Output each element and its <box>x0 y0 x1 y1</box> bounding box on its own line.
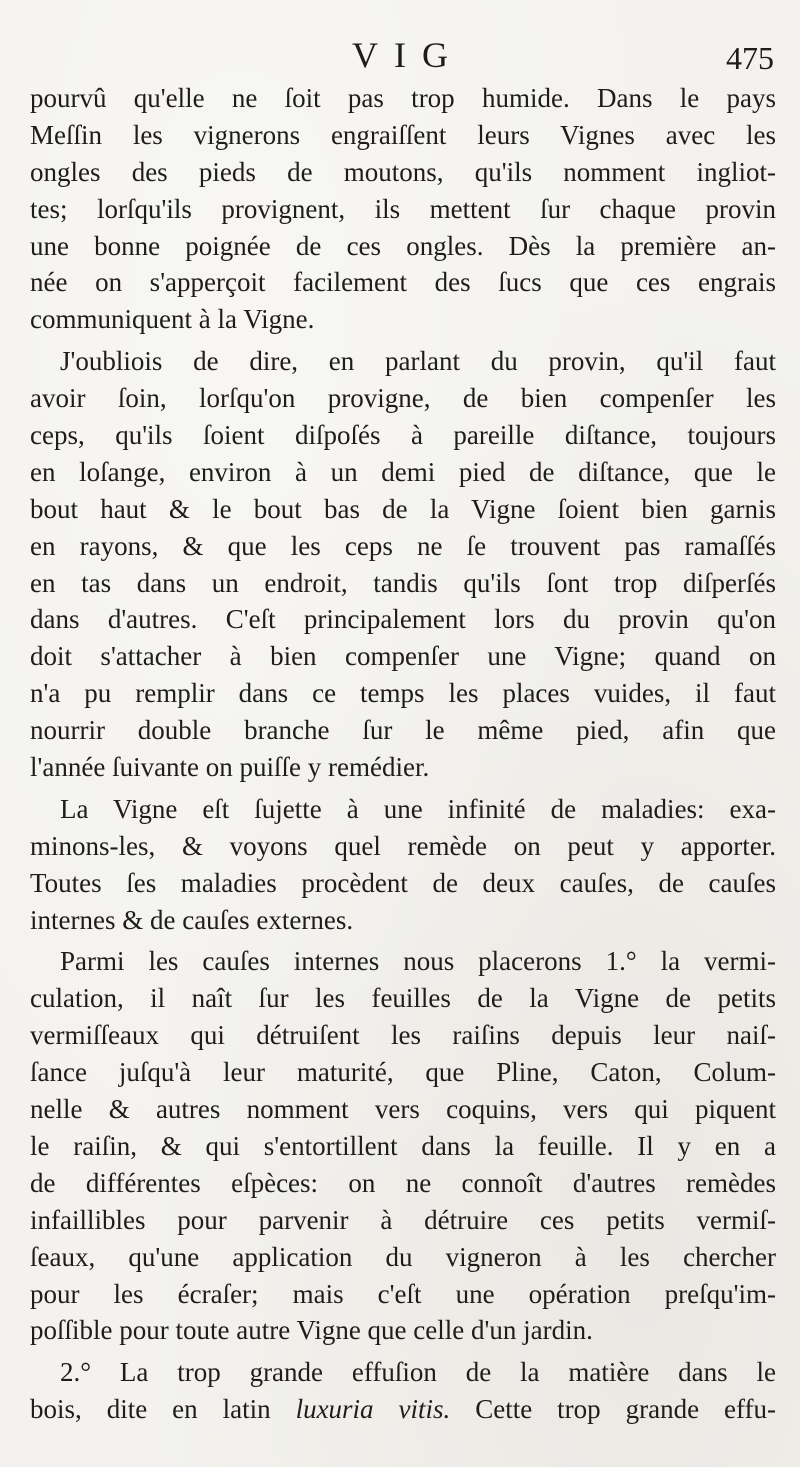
text-line: doit s'attacher à bien compenſer une Vigne; quand on <box>30 641 776 672</box>
paragraph <box>30 943 776 1349</box>
page-header <box>0 30 800 80</box>
latin-phrase: luxuria vitis. <box>295 1394 451 1425</box>
text-segment: Cette trop grande effu- <box>475 1394 777 1425</box>
text-line: avoir ſoin, lorſqu'on provigne, de bien compenſer les <box>30 383 776 414</box>
text-line: nourrir double branche ſur le même pied, afin que <box>30 715 776 746</box>
text-line: bout haut & le bout bas de la Vigne ſoient bien garnis <box>30 493 776 524</box>
text-line: ongles des pieds de moutons, qu'ils nomment ingliot- <box>30 156 776 187</box>
text-line: infaillibles pour parvenir à détruire ces petits vermiſ- <box>30 1204 776 1235</box>
text-line: dans d'autres. C'eſt principalement lors du provin qu'on <box>30 604 776 635</box>
text-line: pourvû qu'elle ne ſoit pas trop humide. Dans le pays <box>30 83 776 113</box>
text-line: Toutes ſes maladies procèdent de deux cauſes, de cauſes <box>30 867 776 898</box>
text-line: 2.° La trop grande effuſion de la matière dans le <box>60 1357 776 1388</box>
text-line: en tas dans un endroit, tandis qu'ils ſont trop diſperſés <box>30 567 776 598</box>
running-head: VIG <box>352 35 464 75</box>
text-line: ſance juſqu'à leur maturité, que Pline, Caton, Colum- <box>30 1057 776 1088</box>
paragraph <box>30 1354 776 1428</box>
page-number: 475 <box>726 40 774 76</box>
text-line: née on s'apperçoit facilement des ſucs que ces engrais <box>30 267 776 298</box>
paragraph <box>30 80 776 338</box>
text-line: de différentes eſpèces: on ne connoît d'autres remèdes <box>30 1167 776 1198</box>
body-text <box>30 80 776 1433</box>
text-segment: bois, dite en latin <box>30 1394 271 1425</box>
text-line: pour les écraſer; mais c'eſt une opération preſqu'im- <box>30 1278 776 1309</box>
text-line <box>30 1391 776 1428</box>
text-line: nelle & autres nomment vers coquins, vers qui piquent <box>30 1094 776 1125</box>
text-line: vermiſſeaux qui détruiſent les raiſins depuis leur naiſ- <box>30 1020 776 1051</box>
text-line: Parmi les cauſes internes nous placerons 1.° la vermi- <box>60 946 776 977</box>
paragraph <box>30 343 776 786</box>
text-line: ceps, qu'ils ſoient diſpoſés à pareille diſtance, toujours <box>30 420 776 451</box>
text-line: le raiſin, & qui s'entortillent dans la feuille. Il y en a <box>30 1130 776 1161</box>
text-line: tes; lorſqu'ils provignent, ils mettent ſur chaque provin <box>30 193 776 224</box>
text-line: poſſible pour toute autre Vigne que celle d'un jardin. <box>30 1315 593 1346</box>
text-line: en rayons, & que les ceps ne ſe trouvent pas ramaſſés <box>30 530 776 561</box>
text-line: une bonne poignée de ces ongles. Dès la première an- <box>30 230 776 261</box>
text-line: culation, il naît ſur les feuilles de la Vigne de petits <box>30 983 776 1014</box>
text-line: communiquent à la Vigne. <box>30 304 315 335</box>
paragraph <box>30 791 776 939</box>
text-line: La Vigne eſt ſujette à une infinité de maladies: exa- <box>60 793 776 824</box>
text-line: minons-les, & voyons quel remède on peut y apporter. <box>30 830 776 861</box>
text-line: l'année ſuivante on puiſſe y remédier. <box>30 752 430 783</box>
text-line: J'oubliois de dire, en parlant du provin, qu'il faut <box>60 346 776 377</box>
text-line: n'a pu remplir dans ce temps les places vuides, il faut <box>30 678 776 709</box>
text-line: ſeaux, qu'une application du vigneron à les chercher <box>30 1241 776 1272</box>
text-line: internes & de cauſes externes. <box>30 904 354 935</box>
text-line: Meſſin les vignerons engraiſſent leurs Vignes avec les <box>30 119 776 150</box>
text-line: en loſange, environ à un demi pied de diſtance, que le <box>30 456 776 487</box>
